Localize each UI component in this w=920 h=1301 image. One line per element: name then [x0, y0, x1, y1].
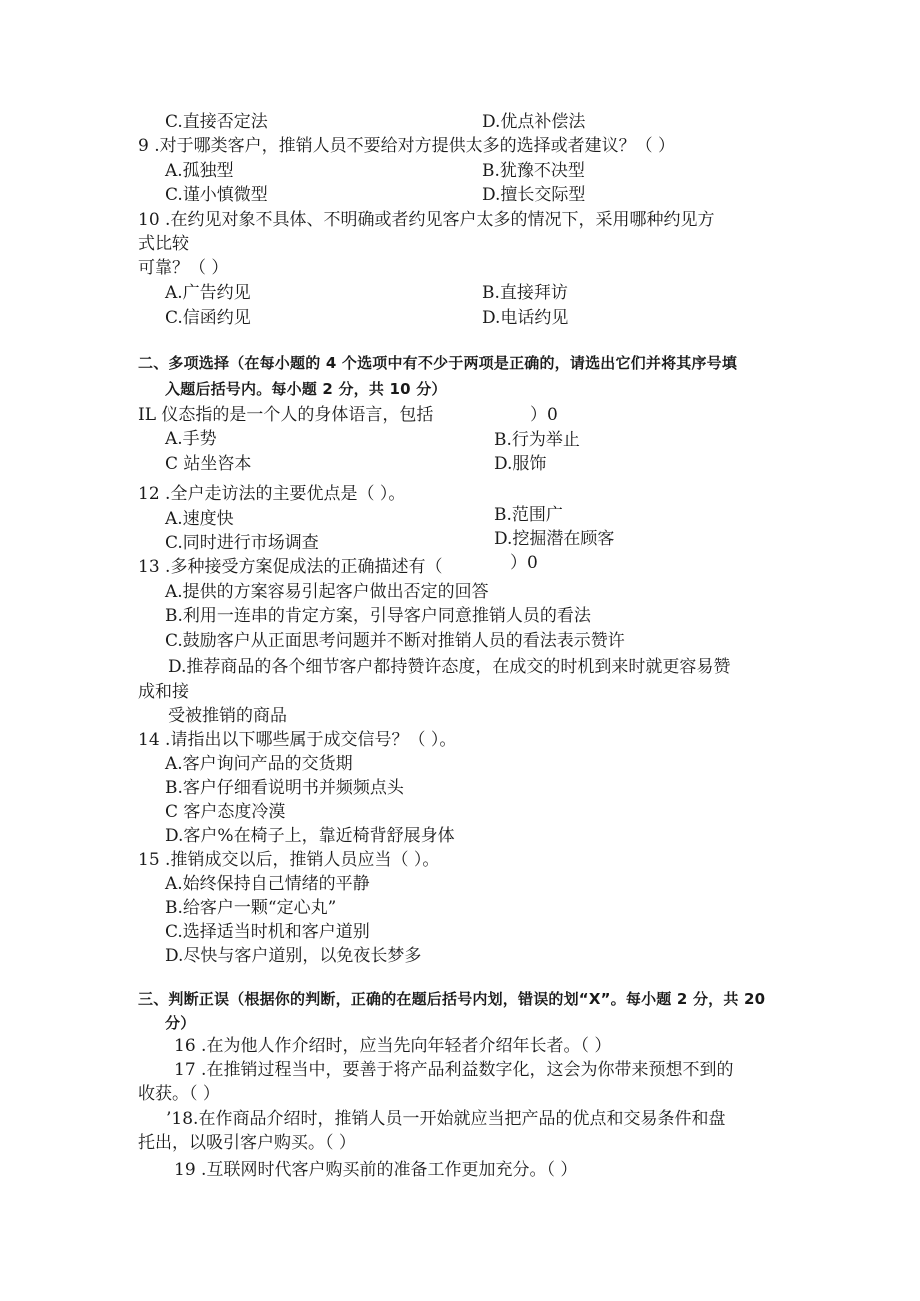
question-17-line2: 收获。（ ） [138, 1084, 220, 1104]
section-2-heading-cont: 入题后括号内。每小题 2 分，共 10 分） [165, 380, 447, 398]
q10-option-d: D.电话约见 [482, 308, 569, 328]
q12-option-b: B.范围广 [494, 505, 563, 525]
question-9: 9 .对于哪类客户，推销人员不要给对方提供太多的选择或者建议？（ ） [138, 136, 676, 156]
q11-option-a: A.手势 [165, 429, 217, 449]
question-13-paren: ）0 [510, 553, 538, 573]
question-13: 13 .多种接受方案促成法的正确描述有（ [138, 557, 443, 577]
question-19: 19 .互联网时代客户购买前的准备工作更加充分。（ ） [174, 1160, 578, 1180]
q13-option-d-line2: 成和接 [138, 682, 189, 702]
question-10-line2: 式比较 [138, 234, 189, 254]
q12-option-c: C.同时进行市场调查 [165, 533, 319, 553]
question-15: 15 .推销成交以后，推销人员应当（ ）。 [138, 850, 440, 870]
q13-option-b: B.利用一连串的肯定方案，引导客户同意推销人员的看法 [165, 606, 591, 626]
section-3-heading: 三、判断正误（根据你的判断，正确的在题后括号内划，错误的划“X”。每小题 2 分，共 20 [138, 990, 766, 1008]
q14-option-c: C 客户态度冷漠 [165, 802, 286, 822]
q9-option-d: D.擅长交际型 [482, 185, 586, 205]
q13-option-a: A.提供的方案容易引起客户做出否定的回答 [165, 582, 489, 602]
q13-option-c: C.鼓励客户从正面思考问题并不断对推销人员的看法表示赞许 [165, 631, 625, 651]
q12-option-d: D.挖掘潜在顾客 [494, 529, 615, 549]
q12-option-a: A.速度快 [165, 509, 234, 529]
q14-option-d: D.客户%在椅子上，靠近椅背舒展身体 [165, 826, 455, 846]
q10-option-a: A.广告约见 [165, 283, 251, 303]
q10-option-b: B.直接拜访 [482, 283, 568, 303]
question-11: IL 仪态指的是一个人的身体语言，包括 [138, 405, 434, 425]
q9-option-c: C.谨小慎微型 [165, 185, 268, 205]
question-18-line1: ’18.在作商品介绍时，推销人员一开始就应当把产品的优点和交易条件和盘 [166, 1109, 726, 1129]
question-10-line3: 可靠？（ ） [138, 258, 229, 278]
option-d-line: D.优点补偿法 [482, 112, 586, 132]
q13-option-d-line3: 受被推销的商品 [168, 706, 287, 726]
q15-option-c: C.选择适当时机和客户道别 [165, 922, 370, 942]
section-2-heading: 二、多项选择（在每小题的 4 个选项中有不少于两项是正确的，请选出它们并将其序号填 [138, 354, 738, 372]
q9-option-a: A.孤独型 [165, 161, 234, 181]
q10-option-c: C.信函约见 [165, 308, 251, 328]
question-11-paren: ）0 [530, 405, 558, 425]
q9-option-b: B.犹豫不决型 [482, 161, 585, 181]
option-c-line: C.直接否定法 [165, 112, 268, 132]
q11-option-b: B.行为举止 [494, 430, 580, 450]
q11-option-c: C 站坐咨本 [165, 454, 252, 474]
question-14: 14 .请指出以下哪些属于成交信号？（ ）。 [138, 730, 457, 750]
q15-option-b: B.给客户一颗“定心丸” [165, 898, 337, 918]
question-16: 16 .在为他人作介绍时，应当先向年轻者介绍年长者。（ ） [174, 1036, 612, 1056]
q13-option-d-line1: D.推荐商品的各个细节客户都持赞许态度，在成交的时机到来时就更容易赞 [168, 657, 731, 677]
q14-option-a: A.客户询问产品的交货期 [165, 754, 353, 774]
question-17-line1: 17 .在推销过程当中，要善于将产品利益数字化，这会为你带来预想不到的 [174, 1060, 734, 1080]
question-18-line2: 托出，以吸引客户购买。（ ） [138, 1133, 356, 1153]
question-10-line1: 10 .在约见对象不具体、不明确或者约见客户太多的情况下，采用哪种约见方 [138, 210, 715, 230]
q15-option-a: A.始终保持自己情绪的平静 [165, 874, 370, 894]
section-3-heading-cont: 分） [165, 1014, 196, 1032]
question-12: 12 .全户走访法的主要优点是（ ）。 [138, 484, 406, 504]
q14-option-b: B.客户仔细看说明书并频频点头 [165, 778, 404, 798]
q15-option-d: D.尽快与客户道别，以免夜长梦多 [165, 946, 422, 966]
q11-option-d: D.服饰 [494, 454, 547, 474]
